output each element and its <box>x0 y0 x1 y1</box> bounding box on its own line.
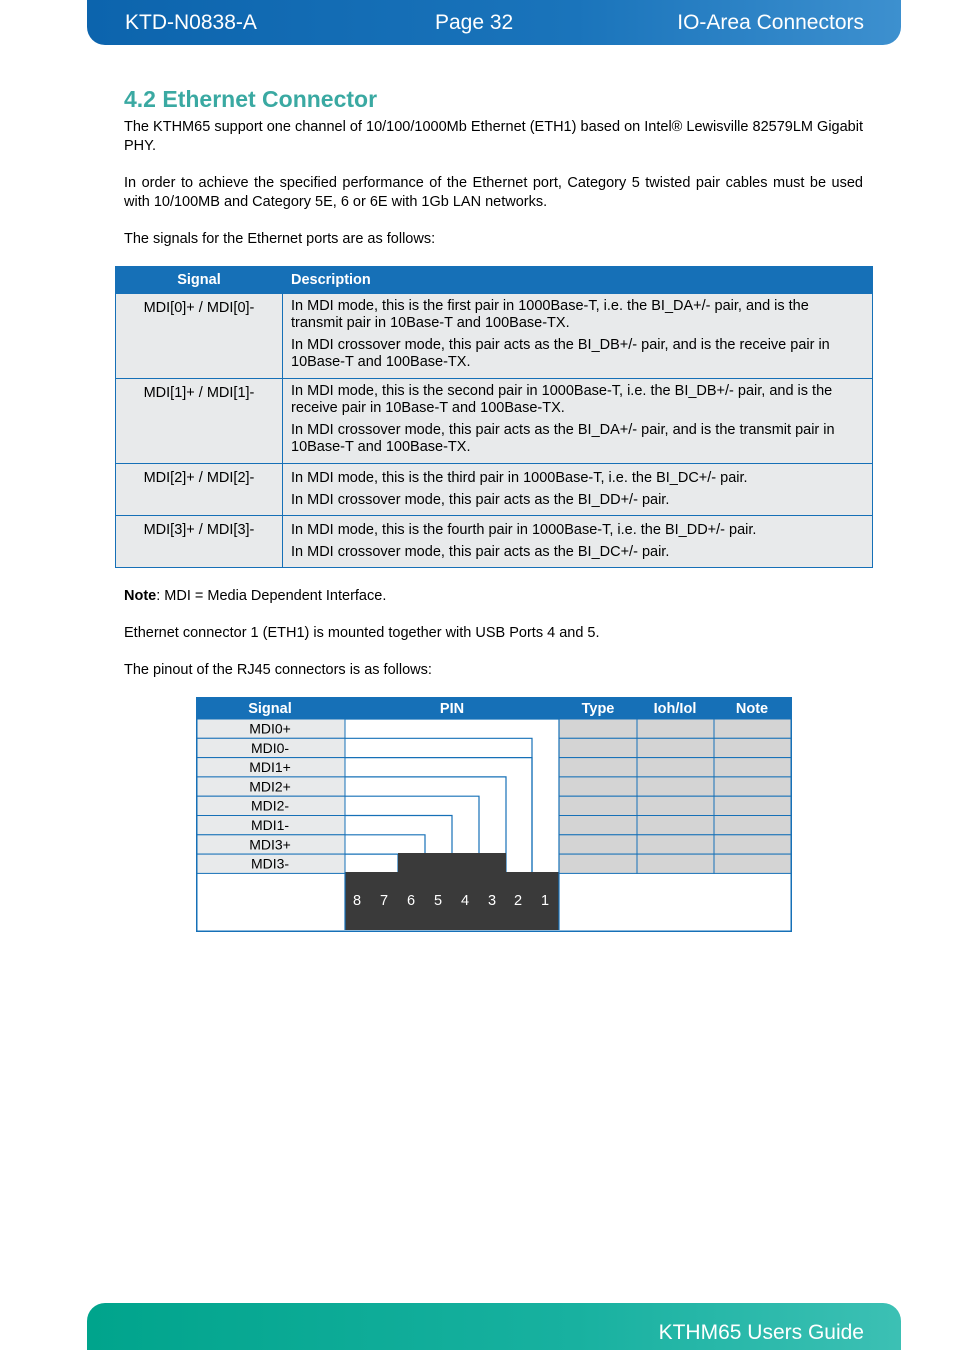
signal-name: MDI[1]+ / MDI[1]- <box>116 379 283 464</box>
page-header <box>87 0 901 45</box>
guide-title: KTHM65 Users Guide <box>658 1321 864 1344</box>
table-row <box>116 516 873 568</box>
description-line: In MDI crossover mode, this pair acts as the BI_DB+/- pair, and is the receive pair in 10Base-T and 100Base-TX. <box>291 337 830 370</box>
pinout-header-type: Type <box>581 701 615 717</box>
pinout-signal-label: MDI3- <box>250 855 290 872</box>
pinout-empty-cell <box>714 835 791 854</box>
description-line: In MDI mode, this is the third pair in 1000Base-T, i.e. the BI_DC+/- pair. <box>291 470 748 486</box>
signals-intro-paragraph: The signals for the Ethernet ports are as follows: <box>124 231 436 247</box>
pinout-empty-cell <box>637 738 714 757</box>
signal-description <box>283 516 873 568</box>
pinout-signal-label: MDI2- <box>250 797 290 814</box>
table-row <box>116 379 873 464</box>
pin-number: 4 <box>460 893 470 909</box>
signal-table-header <box>116 267 873 294</box>
signal-name: MDI[0]+ / MDI[0]- <box>116 294 283 379</box>
pinout-empty-cell <box>637 854 714 873</box>
note-text: : MDI = Media Dependent Interface. <box>156 588 387 604</box>
note-label: Note <box>124 588 157 604</box>
pinout-signal-label: MDI3+ <box>249 836 291 853</box>
signal-description <box>283 379 873 464</box>
signal-description <box>283 464 873 516</box>
note-paragraph <box>124 587 863 606</box>
pin-wire <box>345 854 398 872</box>
pinout-empty-cell <box>637 816 714 835</box>
section-name: IO-Area Connectors <box>677 11 864 34</box>
pinout-empty-cell <box>714 816 791 835</box>
pinout-empty-cell <box>559 777 637 796</box>
pin-number: 1 <box>540 893 550 909</box>
signal-table <box>115 266 873 568</box>
pinout-empty-cell <box>637 719 714 738</box>
description-line: In MDI mode, this is the second pair in 1000Base-T, i.e. the BI_DB+/- pair, and is the receive pair in 10Base-T and 100Base-TX. <box>291 383 833 416</box>
description-line: In MDI mode, this is the fourth pair in 1000Base-T, i.e. the BI_DD+/- pair. <box>291 522 757 538</box>
rj45-connector-body <box>345 853 559 930</box>
pinout-signal-label: MDI2+ <box>249 778 291 795</box>
pinout-empty-cell <box>559 758 637 777</box>
performance-paragraph: In order to achieve the specified performance of the Ethernet port, Category 5 twisted pair cables must be used with 10/100MB and Category 5E, 6 or 6E with 1Gb LAN networks. <box>124 175 863 210</box>
pinout-empty-cell <box>559 854 637 873</box>
pinout-rows <box>196 719 791 873</box>
pinout-diagram <box>196 697 792 932</box>
pin-number: 3 <box>487 893 497 909</box>
pin-number: 7 <box>379 893 389 909</box>
pinout-empty-cell <box>714 854 791 873</box>
pin-wires <box>345 719 559 873</box>
pin-number: 8 <box>352 893 362 909</box>
description-line: In MDI mode, this is the first pair in 1000Base-T, i.e. the BI_DA+/- pair, and is the transmit pair in 10Base-T and 100Base-TX. <box>291 298 809 331</box>
eth-mount-paragraph: Ethernet connector 1 (ETH1) is mounted together with USB Ports 4 and 5. <box>124 625 600 641</box>
pinout-empty-cell <box>637 777 714 796</box>
page-number: Page 32 <box>435 11 514 34</box>
pinout-signal-label: MDI1+ <box>249 759 291 776</box>
pinout-empty-cell <box>714 719 791 738</box>
header-signal: Signal <box>116 267 283 294</box>
pinout-empty-cell <box>714 738 791 757</box>
pinout-empty-cell <box>637 758 714 777</box>
table-row <box>116 464 873 516</box>
pin-number: 2 <box>513 893 523 909</box>
pinout-header-pin: PIN <box>439 701 465 717</box>
pin-wire <box>345 738 532 872</box>
pinout-header-ioh-iol: Ioh/Iol <box>653 701 697 717</box>
description-line: In MDI crossover mode, this pair acts as the BI_DA+/- pair, and is the transmit pair in 10Base-T and 100Base-TX. <box>291 422 835 455</box>
pinout-intro-paragraph: The pinout of the RJ45 connectors is as follows: <box>124 662 432 678</box>
pinout-empty-cell <box>714 758 791 777</box>
doc-id: KTD-N0838-A <box>125 11 257 34</box>
pinout-signal-label: MDI1- <box>250 817 290 833</box>
pin-number: 6 <box>406 893 416 909</box>
pinout-empty-cell <box>559 719 637 738</box>
rj45-pinout-table <box>196 697 792 932</box>
pinout-empty-cell <box>559 835 637 854</box>
intro-paragraph: The KTHM65 support one channel of 10/100/1000Mb Ethernet (ETH1) based on Intel® Lewisville 82579LM Gigabit PHY. <box>124 119 863 154</box>
pinout-empty-cell <box>559 796 637 815</box>
pinout-empty-cell <box>714 796 791 815</box>
description-line: In MDI crossover mode, this pair acts as the BI_DD+/- pair. <box>291 492 670 508</box>
table-row <box>116 294 873 379</box>
section-title: 4.2 Ethernet Connector <box>124 86 378 112</box>
page-footer <box>87 1303 901 1350</box>
pin-number: 5 <box>433 893 443 909</box>
pinout-empty-cell <box>714 777 791 796</box>
signal-description <box>283 294 873 379</box>
signal-name: MDI[2]+ / MDI[2]- <box>116 464 283 516</box>
pinout-signal-label: MDI0+ <box>249 720 291 737</box>
pinout-empty-cell <box>637 796 714 815</box>
pinout-empty-cell <box>559 738 637 757</box>
header-description: Description <box>283 267 873 294</box>
signal-name: MDI[3]+ / MDI[3]- <box>116 516 283 568</box>
pinout-empty-cell <box>559 816 637 835</box>
pinout-header-note: Note <box>735 701 769 717</box>
pinout-signal-label: MDI0- <box>250 739 290 756</box>
description-line: In MDI crossover mode, this pair acts as the BI_DC+/- pair. <box>291 544 670 560</box>
pinout-empty-cell <box>637 835 714 854</box>
pinout-header-signal: Signal <box>248 701 292 717</box>
